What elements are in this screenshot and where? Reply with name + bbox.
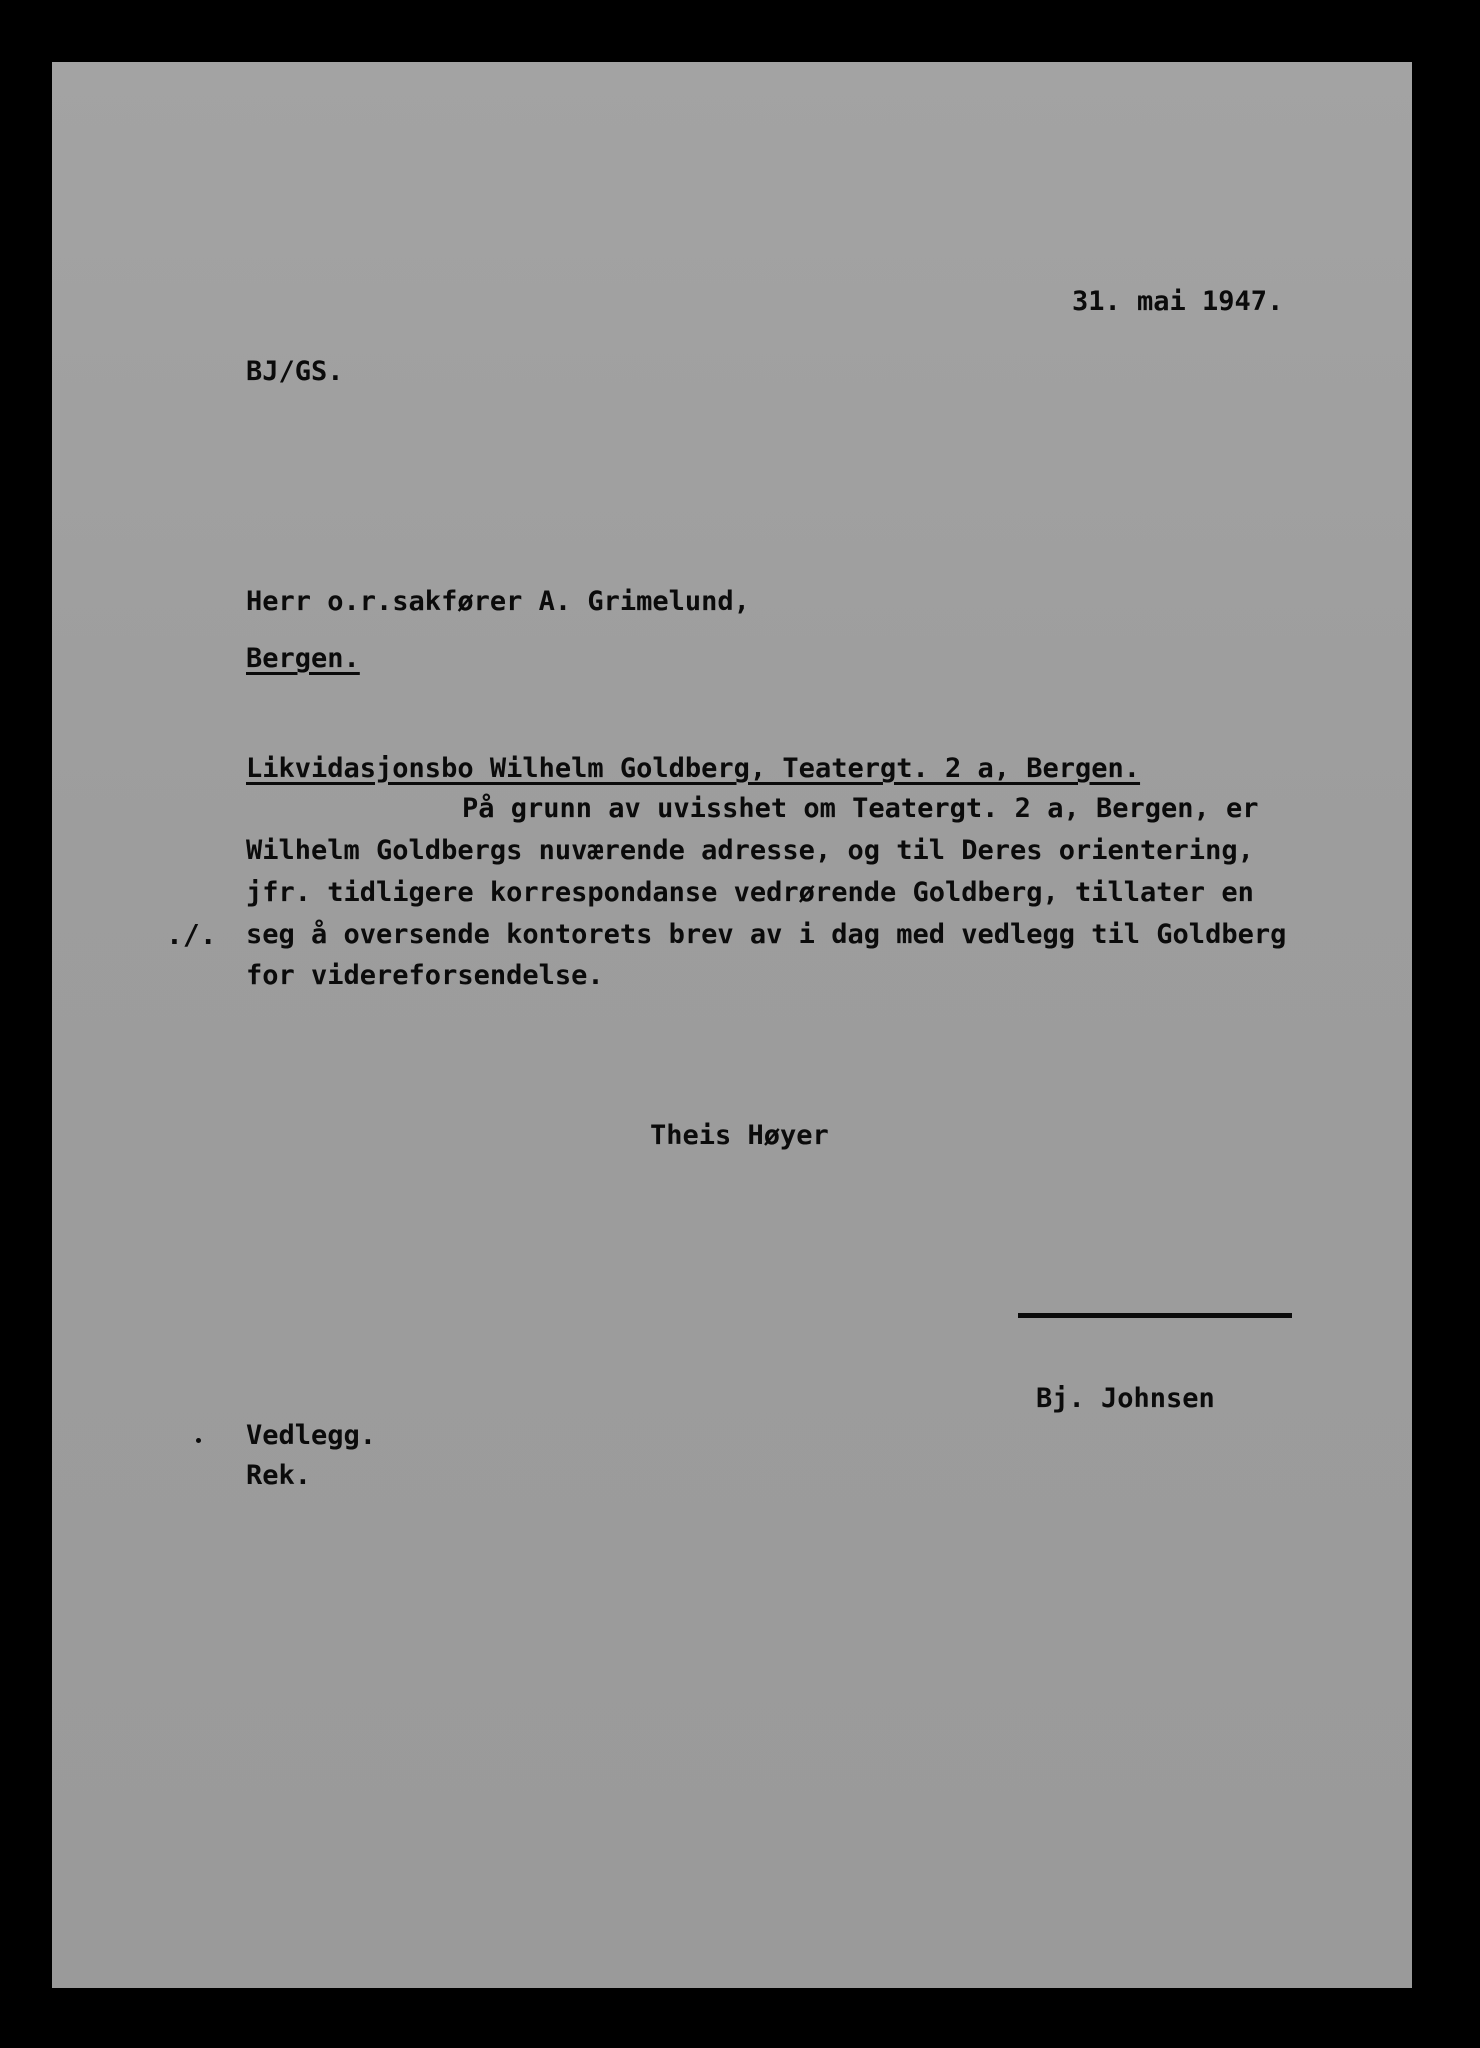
reference-code: BJ/GS.	[246, 356, 344, 387]
recipient-name: Herr o.r.sakfører A. Grimelund,	[246, 586, 750, 617]
signature-name: Theis Høyer	[650, 1120, 829, 1151]
enclosure-vedlegg: Vedlegg.	[246, 1420, 377, 1451]
signature-line	[1018, 1313, 1292, 1318]
body-line-2: Wilhelm Goldbergs nuværende adresse, og til Deres orientering,	[246, 835, 1254, 866]
enclosure-bullet	[196, 1438, 201, 1443]
body-line-3: jfr. tidligere korrespondanse vedrørende Goldberg, tillater en	[246, 877, 1254, 908]
margin-mark: ./.	[166, 918, 217, 951]
body-line-5: for videreforsendelse.	[246, 960, 604, 991]
body-line-4: seg å oversende kontorets brev av i dag med vedlegg til Goldberg	[246, 919, 1287, 950]
subject-line: Likvidasjonsbo Wilhelm Goldberg, Teatergt. 2 a, Bergen.	[246, 753, 1141, 784]
letter-date: 31. mai 1947.	[1072, 286, 1284, 317]
letter-page	[52, 62, 1412, 1988]
enclosure-rek: Rek.	[246, 1460, 312, 1491]
signer-name: Bj. Johnsen	[1036, 1383, 1215, 1414]
recipient-city: Bergen.	[246, 643, 360, 674]
body-line-1: På grunn av uvisshet om Teatergt. 2 a, Bergen, er	[462, 793, 1259, 824]
